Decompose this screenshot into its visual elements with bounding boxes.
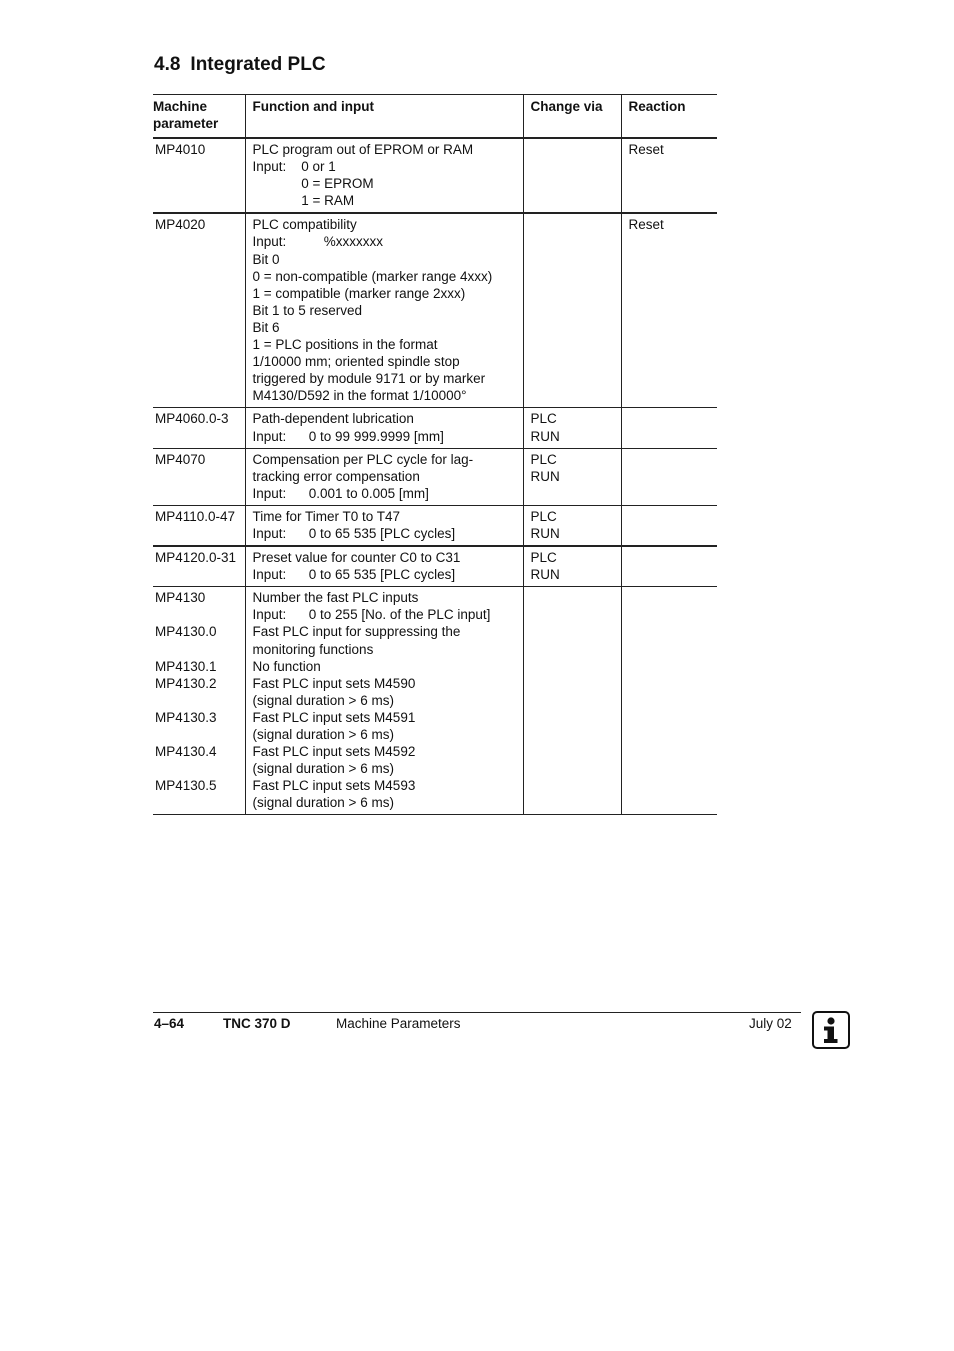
row-change-via bbox=[523, 448, 621, 505]
cell-line: Input: 0 to 65 535 [PLC cycles] bbox=[252, 525, 456, 541]
cell-line: Fast PLC input sets M4593 bbox=[252, 778, 416, 794]
cell-line: MP4010 bbox=[155, 142, 206, 157]
row-parameter bbox=[153, 213, 245, 408]
header-machine-parameter: Machine parameter bbox=[153, 95, 245, 139]
header-reaction: Reaction bbox=[621, 95, 717, 139]
cell-line: Reset bbox=[628, 217, 664, 233]
row-parameter bbox=[153, 587, 245, 815]
cell-line: PLC bbox=[530, 411, 557, 427]
cell-line: MP4020 bbox=[155, 217, 206, 233]
cell-line: Fast PLC input for suppressing the bbox=[252, 624, 461, 640]
footer-page-number: 4–64 bbox=[154, 1016, 185, 1031]
cell-line: MP4130.4 bbox=[155, 744, 217, 760]
cell-line: Number the fast PLC inputs bbox=[252, 590, 419, 606]
row-parameter bbox=[153, 408, 245, 448]
cell-line: RUN bbox=[530, 428, 560, 444]
row-reaction bbox=[621, 138, 717, 213]
cell-line: Fast PLC input sets M4590 bbox=[252, 675, 416, 691]
table-row bbox=[153, 138, 717, 213]
row-reaction bbox=[621, 546, 717, 587]
cell-line: No function bbox=[252, 658, 321, 674]
machine-parameter-table bbox=[153, 94, 717, 815]
row-function-input bbox=[245, 408, 523, 448]
section-number: 4.8 bbox=[154, 54, 181, 75]
cell-line: 1 = PLC positions in the format bbox=[252, 337, 438, 353]
cell-line bbox=[155, 760, 239, 777]
section-title-text: Integrated PLC bbox=[190, 54, 326, 75]
row-change-via bbox=[523, 505, 621, 546]
row-change-via bbox=[523, 587, 621, 815]
cell-line: PLC bbox=[530, 508, 557, 524]
row-parameter bbox=[153, 138, 245, 213]
cell-line: MP4130.0 bbox=[155, 624, 217, 640]
cell-line: Input: 0.001 to 0.005 [mm] bbox=[252, 485, 429, 501]
cell-line bbox=[155, 726, 239, 743]
row-function-input bbox=[245, 448, 523, 505]
cell-line: MP4130.5 bbox=[155, 778, 217, 794]
row-parameter bbox=[153, 546, 245, 587]
row-change-via bbox=[523, 408, 621, 448]
row-reaction bbox=[621, 448, 717, 505]
cell-line bbox=[155, 606, 239, 623]
cell-line: Preset value for counter C0 to C31 bbox=[252, 550, 461, 566]
row-reaction bbox=[621, 408, 717, 448]
info-icon bbox=[812, 1011, 850, 1049]
cell-line: Input: %xxxxxxx bbox=[252, 234, 384, 250]
cell-line: (signal duration > 6 ms) bbox=[252, 795, 394, 811]
cell-line: PLC bbox=[530, 451, 557, 467]
cell-line: Bit 0 bbox=[252, 251, 280, 267]
row-change-via bbox=[523, 213, 621, 408]
table-row bbox=[153, 408, 717, 448]
row-function-input bbox=[245, 505, 523, 546]
cell-line: MP4120.0-31 bbox=[155, 550, 237, 566]
cell-line: (signal duration > 6 ms) bbox=[252, 761, 394, 777]
row-function-input bbox=[245, 546, 523, 587]
cell-line: MP4060.0-3 bbox=[155, 411, 229, 427]
cell-line: MP4130 bbox=[155, 590, 206, 606]
cell-line: 1 = compatible (marker range 2xxx) bbox=[252, 285, 466, 301]
table-header-row bbox=[153, 95, 717, 139]
cell-line: Input: 0 to 65 535 [PLC cycles] bbox=[252, 567, 456, 583]
cell-line bbox=[155, 641, 239, 658]
cell-line: Compensation per PLC cycle for lag- bbox=[252, 451, 474, 467]
cell-line: (signal duration > 6 ms) bbox=[252, 692, 394, 708]
cell-line: Fast PLC input sets M4592 bbox=[252, 744, 416, 760]
cell-line: PLC bbox=[530, 550, 557, 566]
cell-line: Input: 0 or 1 bbox=[252, 159, 336, 175]
table-row bbox=[153, 546, 717, 587]
cell-line: MP4130.1 bbox=[155, 658, 217, 674]
row-change-via bbox=[523, 546, 621, 587]
cell-line: RUN bbox=[530, 525, 560, 541]
cell-line: Time for Timer T0 to T47 bbox=[252, 508, 401, 524]
cell-line bbox=[155, 692, 239, 709]
footer-model: TNC 370 D bbox=[223, 1016, 291, 1031]
cell-line: Fast PLC input sets M4591 bbox=[252, 709, 416, 725]
cell-line: Bit 1 to 5 reserved bbox=[252, 302, 363, 318]
cell-line: PLC program out of EPROM or RAM bbox=[252, 142, 474, 157]
cell-line: MP4110.0-47 bbox=[155, 508, 236, 524]
cell-line: RUN bbox=[530, 468, 560, 484]
cell-line: MP4130.3 bbox=[155, 709, 217, 725]
cell-line: M4130/D592 in the format 1/10000° bbox=[252, 388, 467, 404]
section-title bbox=[154, 54, 326, 76]
table-row bbox=[153, 448, 717, 505]
footer-divider bbox=[153, 1012, 801, 1013]
cell-line: Reset bbox=[628, 142, 664, 157]
cell-line: Input: 0 to 255 [No. of the PLC input] bbox=[252, 607, 491, 623]
cell-line: PLC compatibility bbox=[252, 217, 357, 233]
row-parameter bbox=[153, 505, 245, 546]
row-parameter bbox=[153, 448, 245, 505]
cell-line: 0 = EPROM bbox=[252, 176, 374, 192]
cell-line: monitoring functions bbox=[252, 641, 374, 657]
header-change-via: Change via bbox=[523, 95, 621, 139]
header-function-input: Function and input bbox=[245, 95, 523, 139]
cell-line: Input: 0 to 99 999.9999 [mm] bbox=[252, 428, 444, 444]
footer-section: Machine Parameters bbox=[336, 1016, 461, 1031]
cell-line: 1 = RAM bbox=[252, 193, 355, 209]
row-function-input bbox=[245, 138, 523, 213]
row-change-via bbox=[523, 138, 621, 213]
row-reaction bbox=[621, 587, 717, 815]
footer-date: July 02 bbox=[749, 1016, 792, 1031]
cell-line: 0 = non-compatible (marker range 4xxx) bbox=[252, 268, 493, 284]
cell-line: MP4070 bbox=[155, 451, 206, 467]
cell-line: tracking error compensation bbox=[252, 468, 420, 484]
cell-line: MP4130.2 bbox=[155, 675, 217, 691]
row-function-input bbox=[245, 587, 523, 815]
cell-line: triggered by module 9171 or by marker bbox=[252, 371, 486, 387]
table-row bbox=[153, 587, 717, 815]
cell-line: RUN bbox=[530, 567, 560, 583]
cell-line: Bit 6 bbox=[252, 319, 280, 335]
row-function-input bbox=[245, 213, 523, 408]
cell-line: (signal duration > 6 ms) bbox=[252, 727, 394, 742]
row-reaction bbox=[621, 213, 717, 408]
cell-line: 1/10000 mm; oriented spindle stop bbox=[252, 354, 460, 370]
row-reaction bbox=[621, 505, 717, 546]
table-row bbox=[153, 213, 717, 408]
table-row bbox=[153, 505, 717, 546]
cell-line: Path-dependent lubrication bbox=[252, 411, 414, 427]
